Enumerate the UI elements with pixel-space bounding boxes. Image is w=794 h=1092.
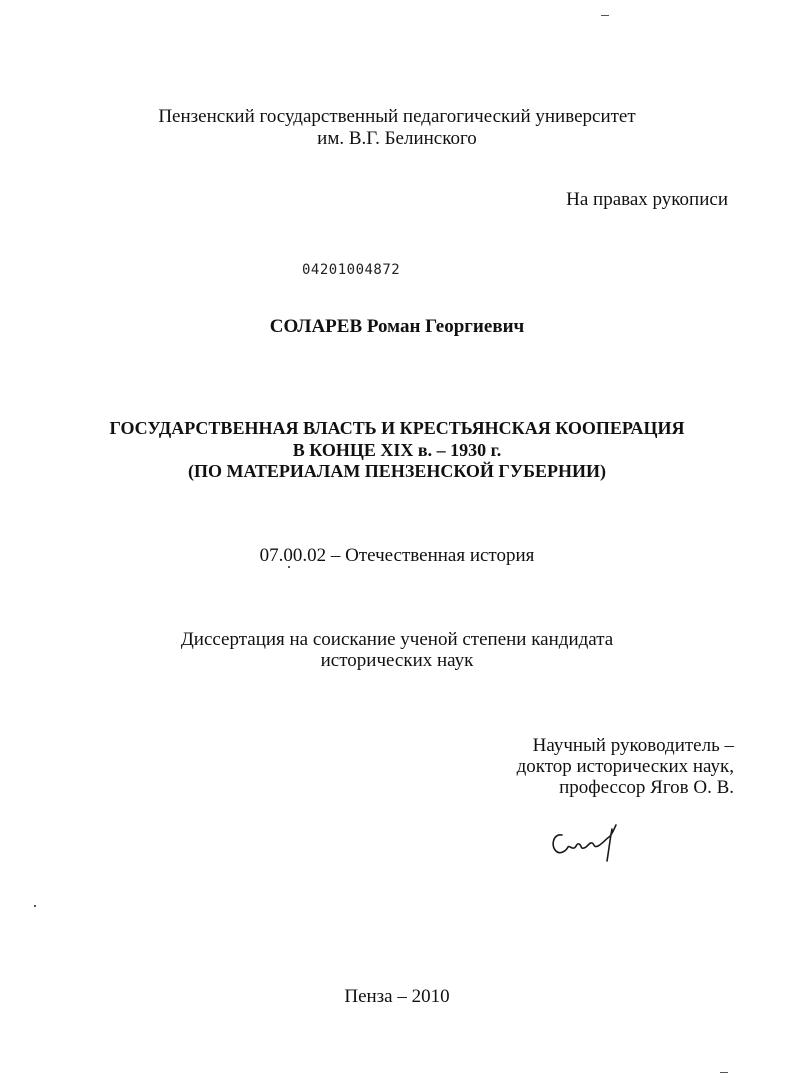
university-dedication: им. В.Г. Белинского bbox=[317, 128, 477, 149]
author-name: СОЛАРЕВ Роман Георгиевич bbox=[269, 316, 525, 337]
degree-line1: Диссертация на соискание ученой степени кандидата bbox=[180, 629, 614, 650]
dissertation-title-line1: ГОСУДАРСТВЕННАЯ ВЛАСТЬ И КРЕСТЬЯНСКАЯ КООПЕРАЦИЯ bbox=[109, 418, 685, 438]
degree-line2: исторических наук bbox=[320, 650, 474, 671]
scan-speck bbox=[601, 15, 609, 16]
city-year: Пенза – 2010 bbox=[344, 986, 450, 1007]
supervisor-degree: доктор исторических наук, bbox=[516, 756, 734, 777]
supervisor-name: профессор Ягов О. В. bbox=[559, 777, 734, 798]
handwritten-signature-icon bbox=[546, 815, 626, 865]
specialty-code: 07.00.02 – Отечественная история bbox=[259, 545, 535, 566]
university-name: Пензенский государственный педагогический университет bbox=[158, 106, 636, 127]
scan-speck bbox=[34, 905, 36, 907]
supervisor-role: Научный руководитель – bbox=[532, 735, 734, 756]
manuscript-note: На правах рукописи bbox=[566, 189, 728, 210]
inventory-number: 04201004872 bbox=[302, 262, 401, 278]
dissertation-title-line2: В КОНЦЕ XIX в. – 1930 г. bbox=[292, 440, 502, 460]
dissertation-title-line3: (ПО МАТЕРИАЛАМ ПЕНЗЕНСКОЙ ГУБЕРНИИ) bbox=[188, 461, 606, 481]
scan-speck bbox=[720, 1072, 728, 1073]
